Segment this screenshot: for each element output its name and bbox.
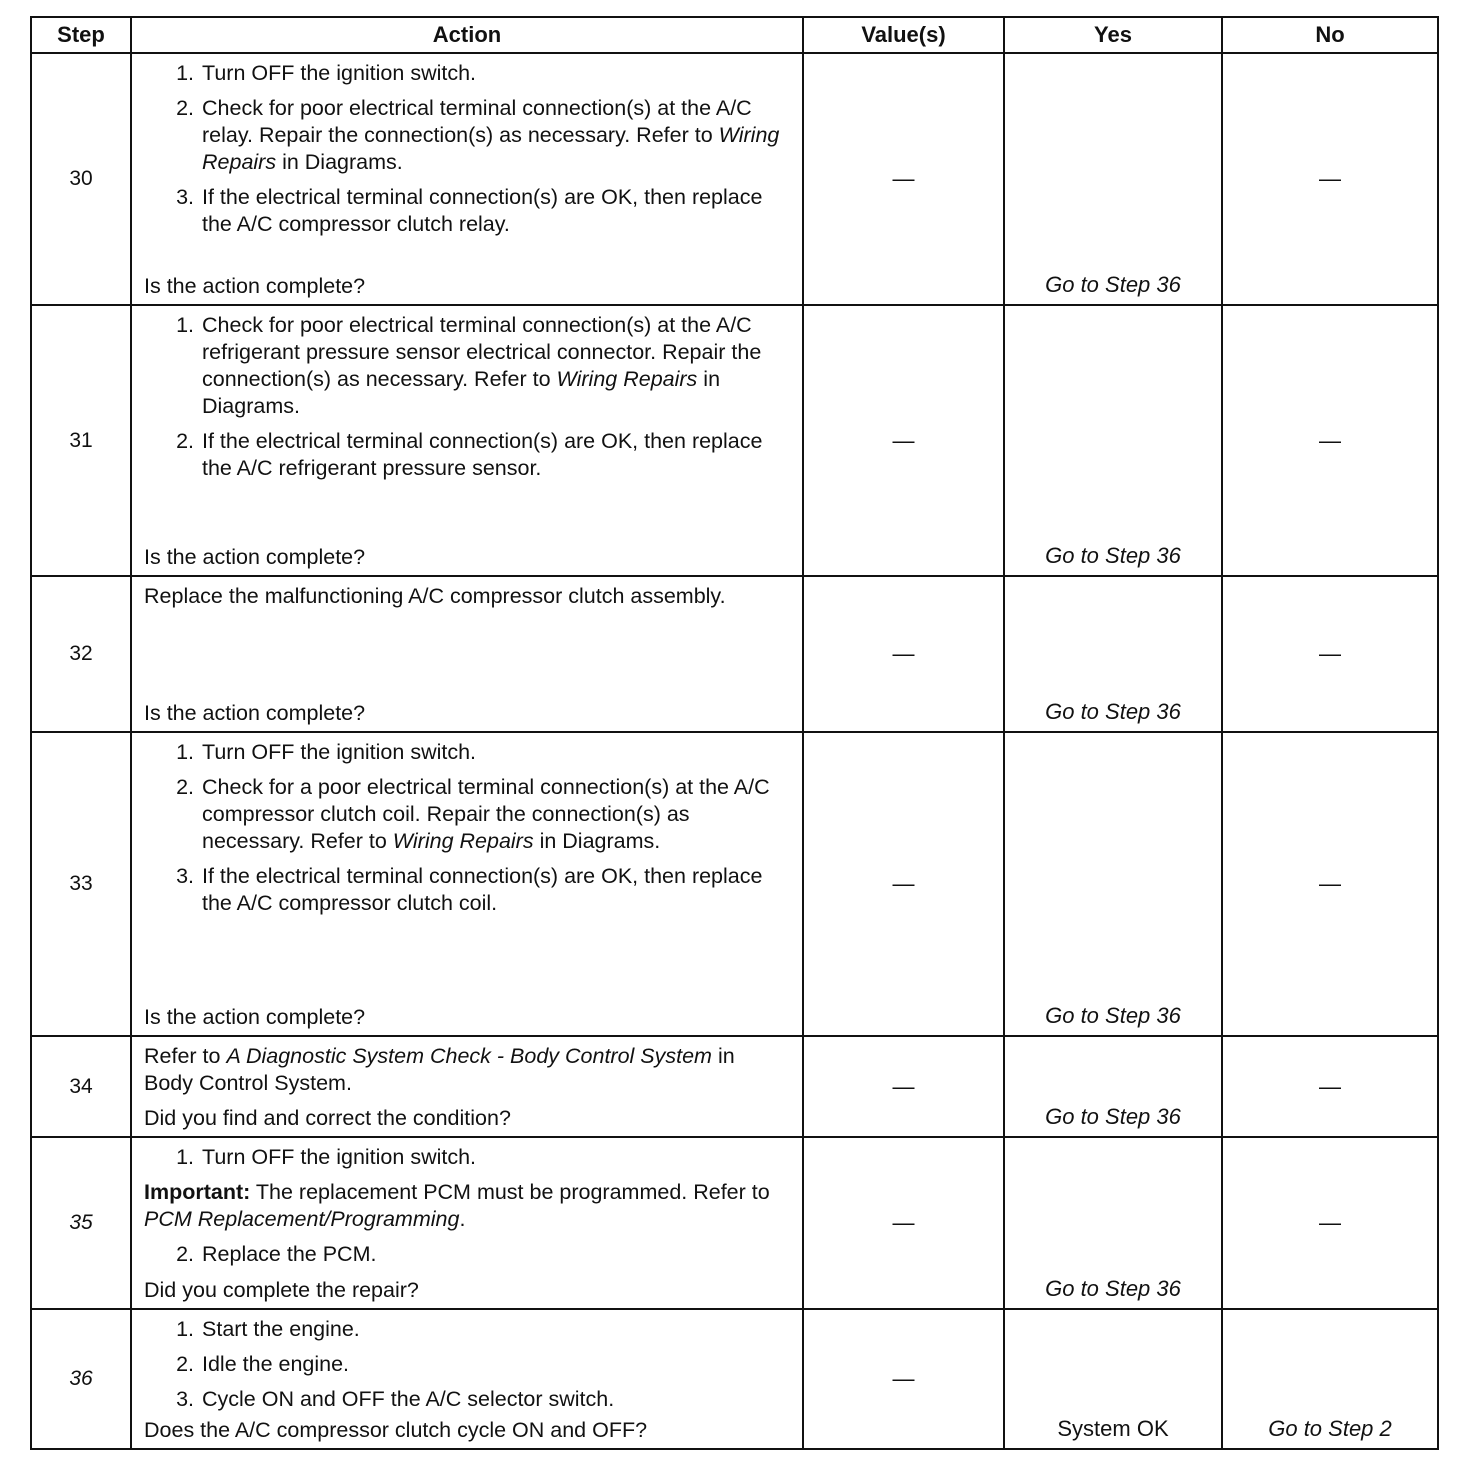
list-item: 2. Idle the engine. — [200, 1351, 788, 1378]
yes-result: Go to Step 36 — [1045, 699, 1181, 724]
reference-link-text: Wiring Repairs — [202, 123, 780, 174]
yes-result: Go to Step 36 — [1045, 1276, 1181, 1301]
no-cell: — — [1222, 732, 1438, 1036]
step-number: 32 — [31, 576, 131, 732]
table-row — [31, 1036, 1438, 1137]
yes-cell — [1004, 305, 1222, 576]
action-question: Is the action complete? — [144, 1005, 366, 1029]
step-number: 33 — [31, 732, 131, 1036]
action-cell — [131, 305, 803, 576]
value-cell: — — [803, 732, 1004, 1036]
header-step: Step — [31, 17, 131, 53]
step-number: 36 — [31, 1309, 131, 1449]
action-question: Did you find and correct the condition? — [144, 1106, 511, 1130]
yes-result: Go to Step 36 — [1045, 543, 1181, 568]
action-steps — [144, 1144, 788, 1171]
diagnostic-table — [30, 16, 1439, 1450]
yes-cell — [1004, 1309, 1222, 1449]
action-steps — [144, 60, 788, 238]
yes-cell — [1004, 1137, 1222, 1309]
list-item: 1. Check for poor electrical terminal connection(s) at the A/C refrigerant pressure sensor electrical connector. Repair the connection(s) as necessary. Refer to Wiring Repairs in Diagrams. — [200, 312, 788, 420]
important-note: Important: The replacement PCM must be programmed. Refer to PCM Replacement/Programming. — [144, 1180, 770, 1231]
yes-cell — [1004, 576, 1222, 732]
action-text: Replace the malfunctioning A/C compressor clutch assembly. — [144, 584, 726, 608]
header-row — [31, 17, 1438, 53]
yes-result: Go to Step 36 — [1045, 1104, 1181, 1129]
reference-link-text: Wiring Repairs — [556, 367, 698, 391]
step-number: 35 — [31, 1137, 131, 1309]
reference-link-text: A Diagnostic System Check - Body Control System — [226, 1044, 712, 1068]
value-cell: — — [803, 1309, 1004, 1449]
list-item: 2. If the electrical terminal connection(s) are OK, then replace the A/C refrigerant pressure sensor. — [200, 428, 788, 482]
list-item: 2. Check for poor electrical terminal connection(s) at the A/C relay. Repair the connection(s) as necessary. Refer to Wiring Repairs in Diagrams. — [200, 95, 788, 176]
action-steps — [144, 1241, 788, 1268]
value-cell: — — [803, 1036, 1004, 1137]
header-yes: Yes — [1004, 17, 1222, 53]
action-question: Is the action complete? — [144, 701, 366, 725]
action-question: Does the A/C compressor clutch cycle ON and OFF? — [144, 1418, 648, 1442]
step-number: 34 — [31, 1036, 131, 1137]
table-row — [31, 1137, 1438, 1309]
list-item: 3. If the electrical terminal connection(s) are OK, then replace the A/C compressor clutch coil. — [200, 863, 788, 917]
no-cell: — — [1222, 576, 1438, 732]
list-item: 3. Cycle ON and OFF the A/C selector switch. — [200, 1386, 788, 1413]
action-question: Is the action complete? — [144, 274, 366, 298]
action-question: Did you complete the repair? — [144, 1278, 419, 1302]
no-result: Go to Step 2 — [1268, 1416, 1392, 1441]
action-cell — [131, 732, 803, 1036]
action-steps — [144, 312, 788, 482]
yes-result: Go to Step 36 — [1045, 272, 1181, 297]
action-steps — [144, 739, 788, 917]
yes-result: System OK — [1057, 1416, 1169, 1441]
header-no: No — [1222, 17, 1438, 53]
yes-cell — [1004, 1036, 1222, 1137]
value-cell: — — [803, 305, 1004, 576]
action-cell — [131, 53, 803, 305]
action-cell — [131, 1036, 803, 1137]
value-cell: — — [803, 1137, 1004, 1309]
yes-result: Go to Step 36 — [1045, 1003, 1181, 1028]
reference-link-text: Wiring Repairs — [392, 829, 534, 853]
value-cell: — — [803, 576, 1004, 732]
table-row — [31, 1309, 1438, 1449]
step-number: 30 — [31, 53, 131, 305]
no-cell: — — [1222, 53, 1438, 305]
action-cell — [131, 1309, 803, 1449]
value-cell: — — [803, 53, 1004, 305]
no-cell: — — [1222, 305, 1438, 576]
yes-cell — [1004, 732, 1222, 1036]
table-row — [31, 732, 1438, 1036]
header-action: Action — [131, 17, 803, 53]
no-cell: — — [1222, 1137, 1438, 1309]
list-item: 3. If the electrical terminal connection(s) are OK, then replace the A/C compressor clutch relay. — [200, 184, 788, 238]
table-row — [31, 305, 1438, 576]
action-cell — [131, 576, 803, 732]
header-values: Value(s) — [803, 17, 1004, 53]
no-cell — [1222, 1309, 1438, 1449]
action-cell — [131, 1137, 803, 1309]
action-text: Refer to A Diagnostic System Check - Body Control System in Body Control System. — [144, 1044, 735, 1095]
table-row — [31, 53, 1438, 305]
reference-link-text: PCM Replacement/Programming — [144, 1207, 460, 1231]
important-label: Important: — [144, 1180, 251, 1204]
action-steps — [144, 1316, 788, 1413]
list-item: 1. Start the engine. — [200, 1316, 788, 1343]
list-item: 1. Turn OFF the ignition switch. — [200, 1144, 788, 1171]
list-item: 2. Replace the PCM. — [200, 1241, 788, 1268]
list-item: 1. Turn OFF the ignition switch. — [200, 60, 788, 87]
step-number: 31 — [31, 305, 131, 576]
list-item: 1. Turn OFF the ignition switch. — [200, 739, 788, 766]
list-item: 2. Check for a poor electrical terminal connection(s) at the A/C compressor clutch coil. Repair the connection(s) as necessary. Refer to Wiring Repairs in Diagrams. — [200, 774, 788, 855]
table-row — [31, 576, 1438, 732]
no-cell: — — [1222, 1036, 1438, 1137]
yes-cell — [1004, 53, 1222, 305]
action-question: Is the action complete? — [144, 545, 366, 569]
